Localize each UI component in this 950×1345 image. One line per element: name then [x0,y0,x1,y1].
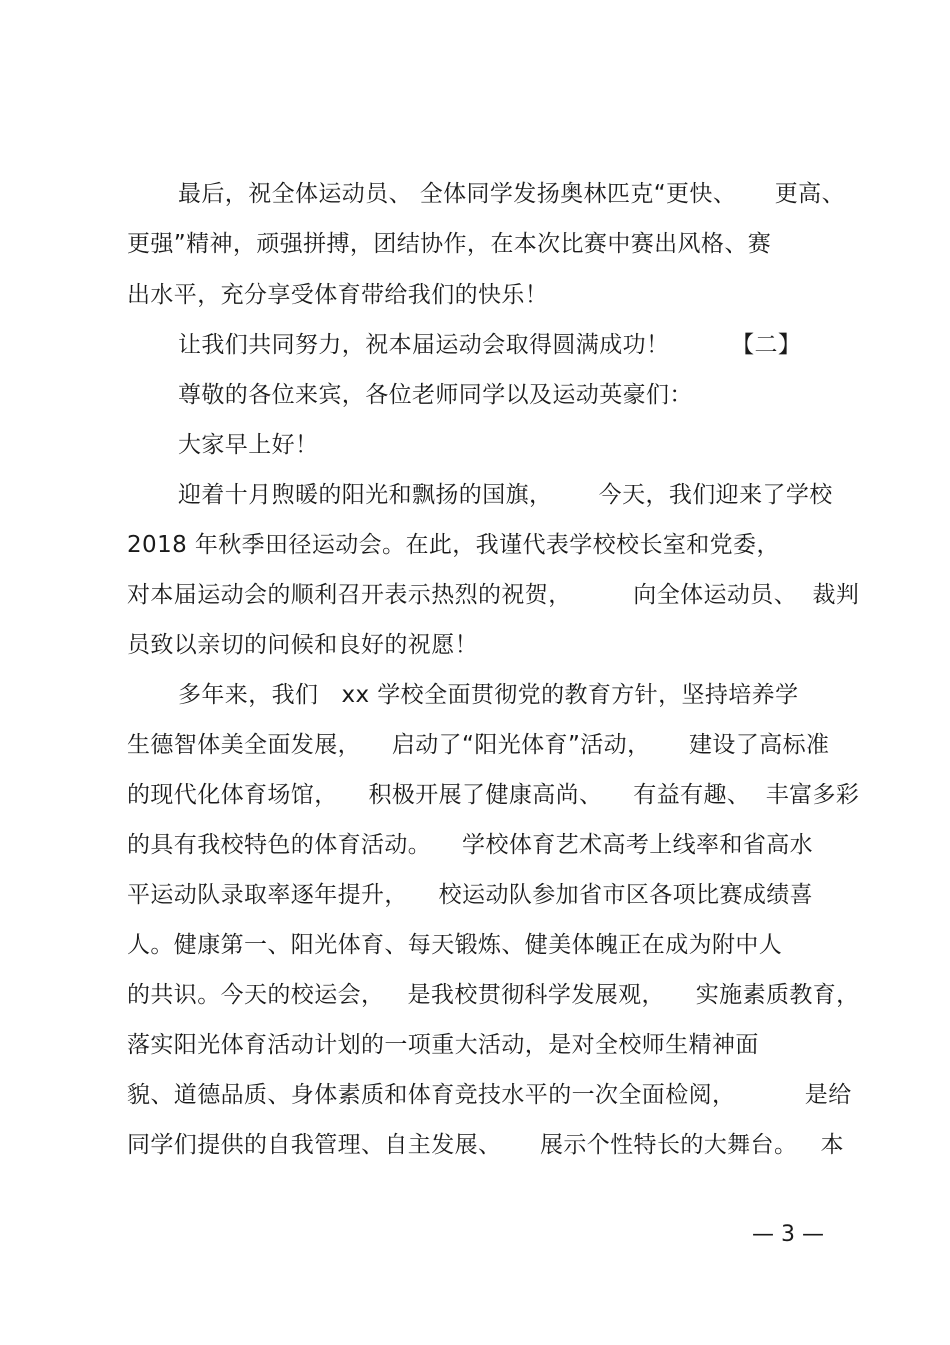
text-line: 尊敬的各位来宾，各位老师同学以及运动英豪们： [178,382,693,408]
text-line: 的现代化体育场馆， 积极开展了健康高尚、 有益有趣、 丰富多彩 [127,782,860,808]
text-line: 的共识。今天的校运会， 是我校贯彻科学发展观， 实施素质教育， [127,982,860,1008]
text-line: 2018 年秋季田径运动会。在此，我谨代表学校校长室和党委， [127,532,780,558]
text-line: 貌、道德品质、身体素质和体育竞技水平的一次全面检阅， 是给 [127,1082,852,1108]
text-line: 平运动队录取率逐年提升， 校运动队参加省市区各项比赛成绩喜 [127,882,814,908]
text-line: 最后，祝全体运动员、 全体同学发扬奥林匹克“更快、 更高、 [178,181,845,207]
text-line: 人。健康第一、阳光体育、每天锻炼、健美体魄正在成为附中人 [127,932,783,958]
text-line: 迎着十月煦暖的阳光和飘扬的国旗， 今天，我们迎来了学校 [178,482,833,508]
text-line: 让我们共同努力，祝本届运动会取得圆满成功！ 【二】 [178,332,802,358]
text-line: 员致以亲切的问候和良好的祝愿！ [127,632,478,658]
page-number: — 3 — [752,1222,824,1247]
text-line: 生德智体美全面发展， 启动了“阳光体育”活动， 建设了高标准 [127,732,830,758]
text-line: 更强”精神，顽强拼搏，团结协作，在本次比赛中赛出风格、赛 [127,231,772,257]
text-line: 大家早上好！ [178,432,319,458]
text-line: 出水平，充分享受体育带给我们的快乐！ [127,282,549,308]
text-line: 落实阳光体育活动计划的一项重大活动，是对全校师生精神面 [127,1032,759,1058]
text-line: 的具有我校特色的体育活动。 学校体育艺术高考上线率和省高水 [127,832,814,858]
text-line: 对本届运动会的顺利召开表示热烈的祝贺， 向全体运动员、 裁判 [127,582,860,608]
text-line: 多年来，我们 xx 学校全面贯彻党的教育方针，坚持培养学 [178,682,799,708]
text-line: 同学们提供的自我管理、自主发展、 展示个性特长的大舞台。 本 [127,1132,844,1158]
